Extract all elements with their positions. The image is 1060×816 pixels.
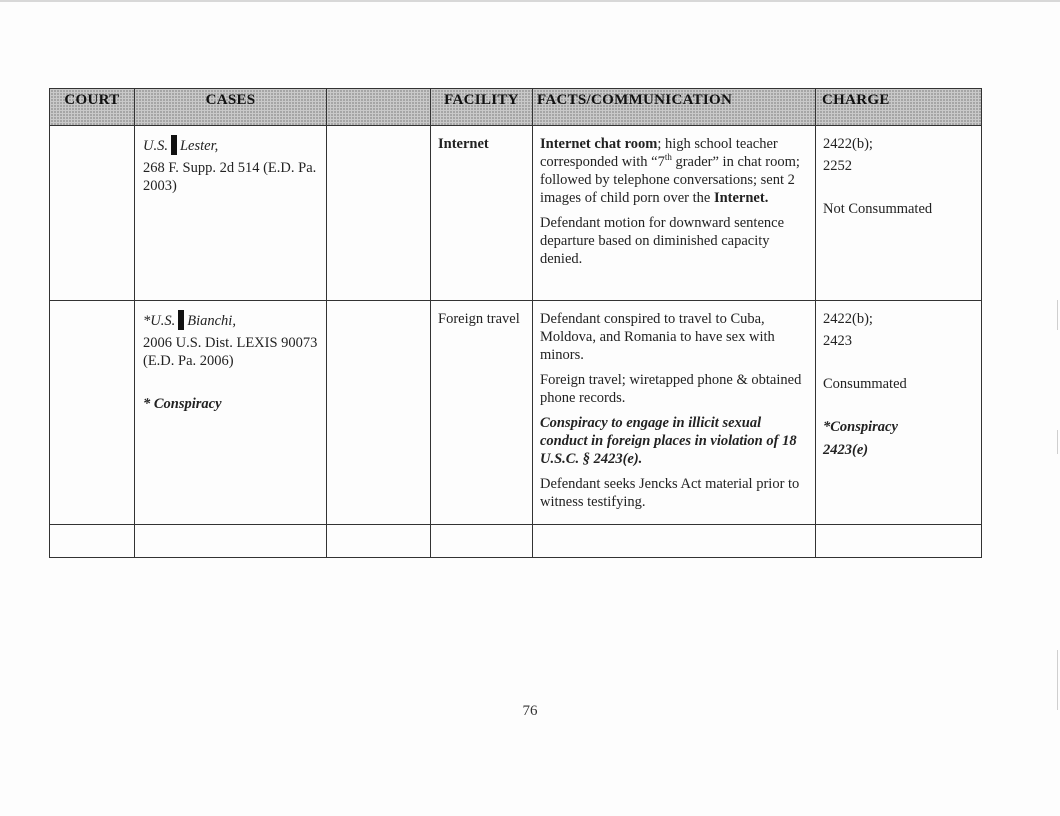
blank-cell <box>327 126 431 301</box>
case-table <box>49 88 982 558</box>
case-name: *U.S. Bianchi, <box>143 310 319 330</box>
scan-edge <box>0 0 1060 2</box>
facility-text: Foreign travel <box>438 311 520 327</box>
blank-cell <box>327 525 431 558</box>
facts-cell <box>533 126 816 301</box>
charge-cell <box>816 525 982 558</box>
cases-cell <box>135 301 327 525</box>
charge-statute: 2423 <box>823 333 852 349</box>
table-row <box>50 126 982 301</box>
page-number: 76 <box>522 703 538 719</box>
header-facts: FACTS/COMMUNICATION <box>533 89 816 126</box>
court-cell <box>50 126 135 301</box>
facility-cell <box>431 301 533 525</box>
header-blank <box>327 89 431 126</box>
charge-statute: 2422(b); <box>823 136 873 152</box>
charge-statute: 2252 <box>823 158 852 174</box>
case-citation: 2006 U.S. Dist. LEXIS 90073 (E.D. Pa. 2006) <box>143 335 318 369</box>
court-cell <box>50 525 135 558</box>
facility-cell <box>431 126 533 301</box>
facts-cell <box>533 525 816 558</box>
charge-cell <box>816 126 982 301</box>
case-note: * Conspiracy <box>143 396 222 412</box>
blank-cell <box>327 301 431 525</box>
header-court: COURT <box>50 89 135 126</box>
charge-status: Not Consummated <box>823 201 933 217</box>
redaction-mark <box>171 135 177 155</box>
charge-note: 2423(e) <box>823 442 869 458</box>
charge-cell <box>816 301 982 525</box>
redaction-mark <box>178 310 184 330</box>
facility-text: Internet <box>438 136 489 152</box>
table-row <box>50 301 982 525</box>
facility-cell <box>431 525 533 558</box>
table-row <box>50 525 982 558</box>
header-facility: FACILITY <box>431 89 533 126</box>
table-header-row <box>50 89 982 126</box>
cases-cell <box>135 126 327 301</box>
scan-mark <box>1057 650 1058 710</box>
facts-paragraph: Defendant motion for downward sentence departure based on diminished capacity denied. <box>540 215 785 267</box>
facts-paragraph: Defendant seeks Jencks Act material prior to witness testifying. <box>540 476 800 510</box>
facts-cell <box>533 301 816 525</box>
scan-mark <box>1057 430 1058 454</box>
facts-paragraph: Conspiracy to engage in illicit sexual conduct in foreign places in violation of 18 U.S.C. § 2423(e). <box>540 415 797 467</box>
facts-paragraph: Foreign travel; wiretapped phone & obtained phone records. <box>540 372 802 406</box>
case-name: U.S. Lester, <box>143 135 319 155</box>
cases-cell <box>135 525 327 558</box>
charge-note: *Conspiracy <box>823 419 898 435</box>
charge-statute: 2422(b); <box>823 311 873 327</box>
header-charge: CHARGE <box>816 89 982 126</box>
facts-paragraph: Defendant conspired to travel to Cuba, Moldova, and Romania to have sex with minors. <box>540 311 775 363</box>
court-cell <box>50 301 135 525</box>
charge-status: Consummated <box>823 376 907 392</box>
header-cases: CASES <box>135 89 327 126</box>
scan-mark <box>1057 300 1058 330</box>
case-citation: 268 F. Supp. 2d 514 (E.D. Pa. 2003) <box>143 160 317 194</box>
facts-paragraph: Internet chat room; high school teacher corresponded with “7th grader” in chat room; followed by telephone conversations; sent 2 images of child porn over the Internet. <box>540 136 800 206</box>
